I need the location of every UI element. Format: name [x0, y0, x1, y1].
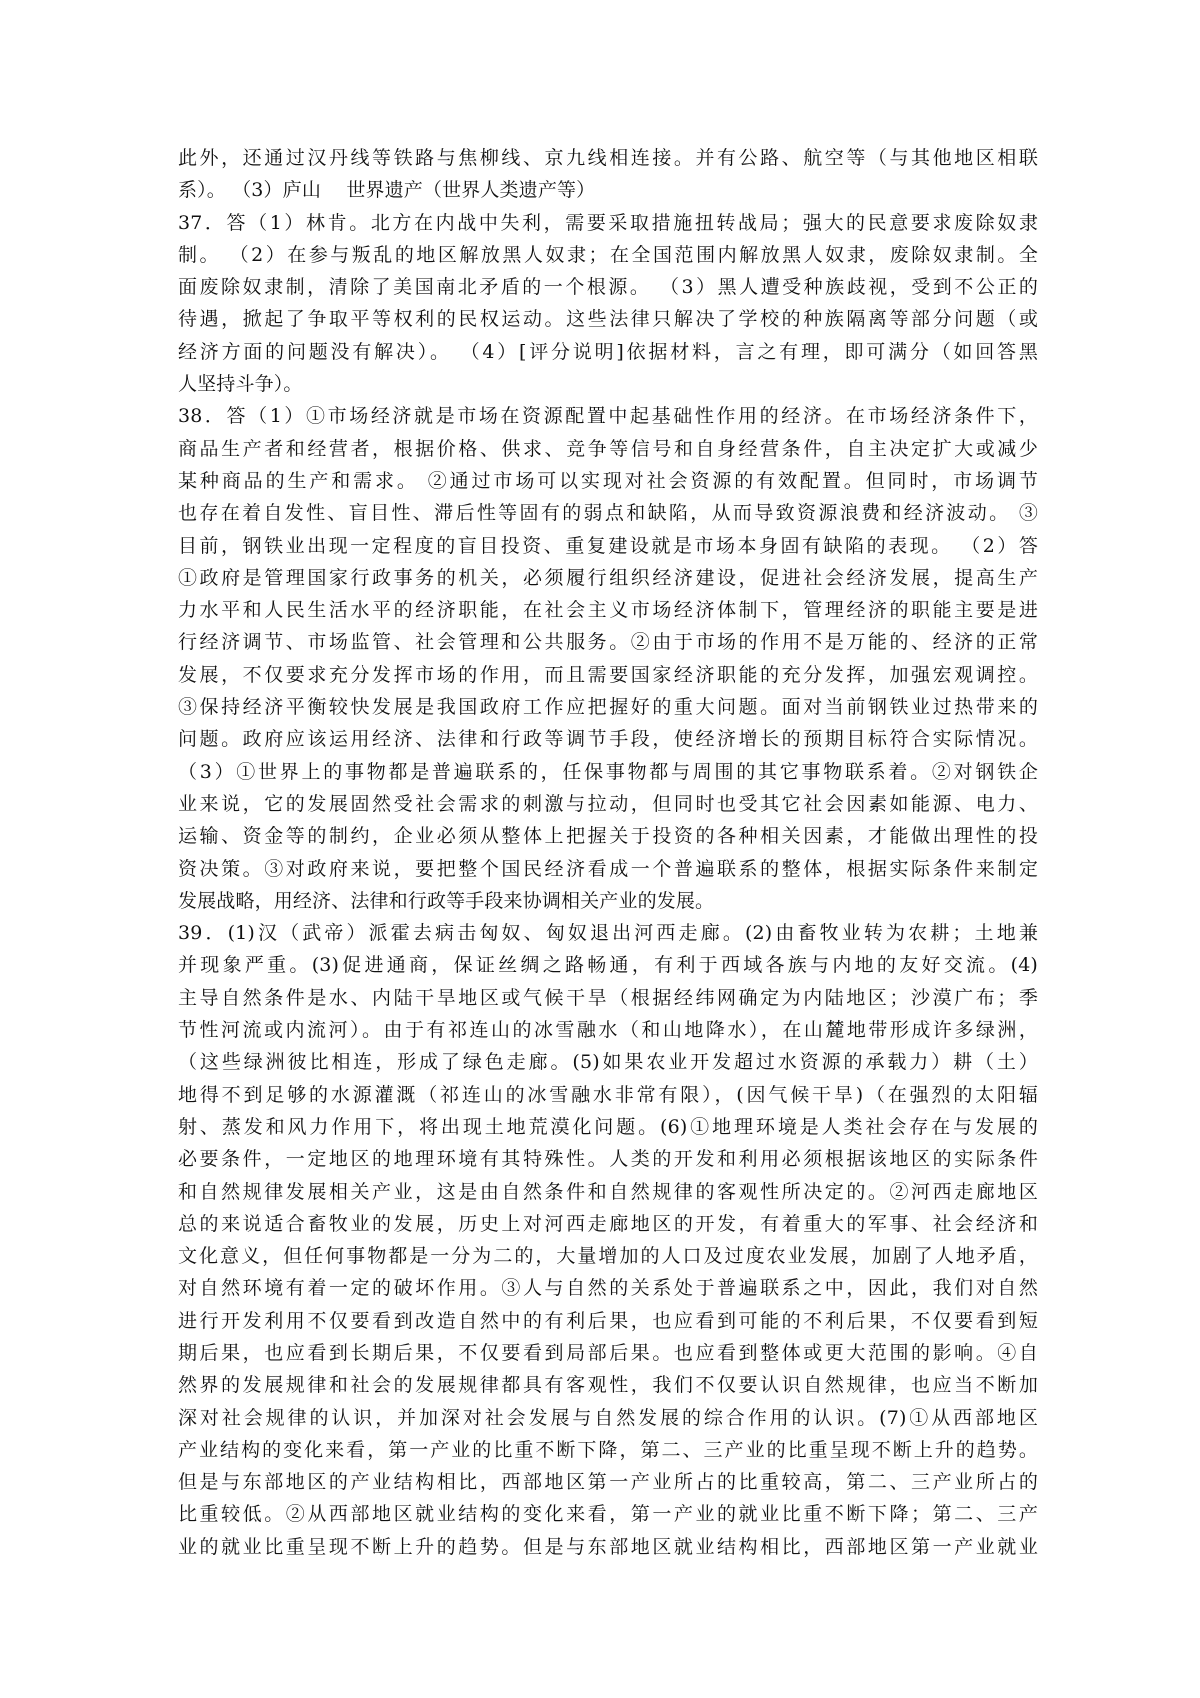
text-line: 但是与东部地区的产业结构相比，西部地区第一产业所占的比重较高，第二、三产业所占的 [178, 1471, 1038, 1494]
text-line: 总的来说适合畜牧业的发展，历史上对河西走廊地区的开发，有着重大的军事、社会经济和 [178, 1212, 1038, 1235]
text-line: 经济方面的问题没有解决）。 （4）[评分说明]依据材料，言之有理，即可满分（如回答黑 [178, 340, 1038, 363]
text-line: 此外，还通过汉丹线等铁路与焦柳线、京九线相连接。并有公路、航空等（与其他地区相联 [178, 147, 1038, 169]
text-line: 待遇，掀起了争取平等权利的民权运动。这些法律只解决了学校的种族隔离等部分问题（或 [178, 308, 1038, 331]
text-line: 发展，不仅要求充分发挥市场的作用，而且需要国家经济职能的充分发挥，加强宏观调控。 [178, 663, 1038, 686]
text-line: （3）①世界上的事物都是普遍联系的，任保事物都与周围的其它事物联系着。②对钢铁企 [178, 760, 1038, 783]
text-line: 深对社会规律的认识，并加深对社会发展与自然发展的综合作用的认识。(7)①从西部地区 [178, 1406, 1038, 1429]
text-line: 产业结构的变化来看，第一产业的比重不断下降，第二、三产业的比重呈现不断上升的趋势。 [178, 1438, 1038, 1461]
text-line: 节性河流或内流河）。由于有祁连山的冰雪融水（和山地降水），在山麓地带形成许多绿洲， [178, 1019, 1038, 1042]
text-line: 期后果，也应看到长期后果，不仅要看到局部后果。也应看到整体或更大范围的影响。④自 [178, 1341, 1038, 1364]
text-line: 比重较低。②从西部地区就业结构的变化来看，第一产业的就业比重不断下降；第二、三产 [178, 1503, 1038, 1526]
text-line: 商品生产者和经营者，根据价格、供求、竞争等信号和自身经营条件，自主决定扩大或减少 [178, 437, 1038, 460]
text-line: 也存在着自发性、盲目性、滞后性等固有的弱点和缺陷，从而导致资源浪费和经济波动。 ③ [178, 502, 1038, 525]
text-line: 某种商品的生产和需求。 ②通过市场可以实现对社会资源的有效配置。但同时，市场调节 [178, 469, 1038, 492]
text-line: 对自然环境有着一定的破坏作用。③人与自然的关系处于普遍联系之中，因此，我们对自然 [178, 1277, 1038, 1300]
text-line: 制。 （2）在参与叛乱的地区解放黑人奴隶；在全国范围内解放黑人奴隶，废除奴隶制。全 [178, 243, 1038, 266]
text-line: 业的就业比重呈现不断上升的趋势。但是与东部地区就业结构相比，西部地区第一产业就业 [178, 1535, 1038, 1558]
text-line: 问题。政府应该运用经济、法律和行政等调节手段，使经济增长的预期目标符合实际情况。 [178, 728, 1038, 751]
text-line: （这些绿洲彼比相连，形成了绿色走廊。(5)如果农业开发超过水资源的承载力）耕（土） [178, 1051, 1038, 1074]
text-line: 射、蒸发和风力作用下，将出现土地荒漠化问题。(6)①地理环境是人类社会存在与发展的 [178, 1115, 1038, 1138]
text-line: 行经济调节、市场监管、社会管理和公共服务。②由于市场的作用不是万能的、经济的正常 [178, 631, 1038, 654]
text-line: 力水平和人民生活水平的经济职能，在社会主义市场经济体制下，管理经济的职能主要是进 [178, 599, 1038, 622]
text-line: 并现象严重。(3)促进通商，保证丝绸之路畅通，有利于西域各族与内地的友好交流。(4) [178, 954, 1038, 977]
text-line: 37．答（1）林肯。北方在内战中失利，需要采取措施扭转战局；强大的民意要求废除奴隶 [178, 211, 1038, 234]
text-line: 系）。 （3）庐山 世界遗产（世界人类遗产等） [178, 179, 596, 202]
text-line: ③保持经济平衡较快发展是我国政府工作应把握好的重大问题。面对当前钢铁业过热带来的 [178, 696, 1038, 719]
text-line: 业来说，它的发展固然受社会需求的刺激与拉动，但同时也受其它社会因素如能源、电力、 [178, 792, 1038, 815]
text-line: 主导自然条件是水、内陆干旱地区或气候干旱（根据经纬网确定为内陆地区；沙漠广布；季 [178, 986, 1038, 1009]
text-line: 人坚持斗争）。 [178, 373, 303, 396]
text-line: 进行开发利用不仅要看到改造自然中的有利后果，也应看到可能的不利后果，不仅要看到短 [178, 1309, 1038, 1332]
text-line: 文化意义，但任何事物都是一分为二的，大量增加的人口及过度农业发展，加剧了人地矛盾， [178, 1245, 1038, 1268]
text-line: 目前，钢铁业出现一定程度的盲目投资、重复建设就是市场本身固有缺陷的表现。 （2）答 [178, 534, 1038, 557]
text-line: 38．答（1）①市场经济就是市场在资源配置中起基础性作用的经济。在市场经济条件下， [178, 405, 1038, 428]
text-line: ①政府是管理国家行政事务的机关，必须履行组织经济建设，促进社会经济发展，提高生产 [178, 566, 1038, 589]
answer-text-body [178, 142, 1038, 1563]
text-line: 资决策。③对政府来说，要把整个国民经济看成一个普遍联系的整体，根据实际条件来制定 [178, 857, 1038, 880]
text-line: 面废除奴隶制，清除了美国南北矛盾的一个根源。 （3）黑人遭受种族歧视，受到不公正的 [178, 276, 1038, 299]
text-line: 39．(1)汉（武帝）派霍去病击匈奴、匈奴退出河西走廊。(2)由畜牧业转为农耕；土地兼 [178, 922, 1038, 945]
text-line: 然界的发展规律和社会的发展规律都具有客观性，我们不仅要认识自然规律，也应当不断加 [178, 1374, 1038, 1397]
text-line: 地得不到足够的水源灌溉（祁连山的冰雪融水非常有限），(因气候干旱)（在强烈的太阳辐 [178, 1083, 1038, 1106]
text-line: 必要条件，一定地区的地理环境有其特殊性。人类的开发和利用必须根据该地区的实际条件 [178, 1148, 1038, 1171]
text-line: 发展战略，用经济、法律和行政等手段来协调相关产业的发展。 [178, 889, 715, 912]
text-line: 运输、资金等的制约，企业必须从整体上把握关于投资的各种相关因素，才能做出理性的投 [178, 825, 1038, 848]
text-line: 和自然规律发展相关产业，这是由自然条件和自然规律的客观性所决定的。②河西走廊地区 [178, 1180, 1038, 1203]
